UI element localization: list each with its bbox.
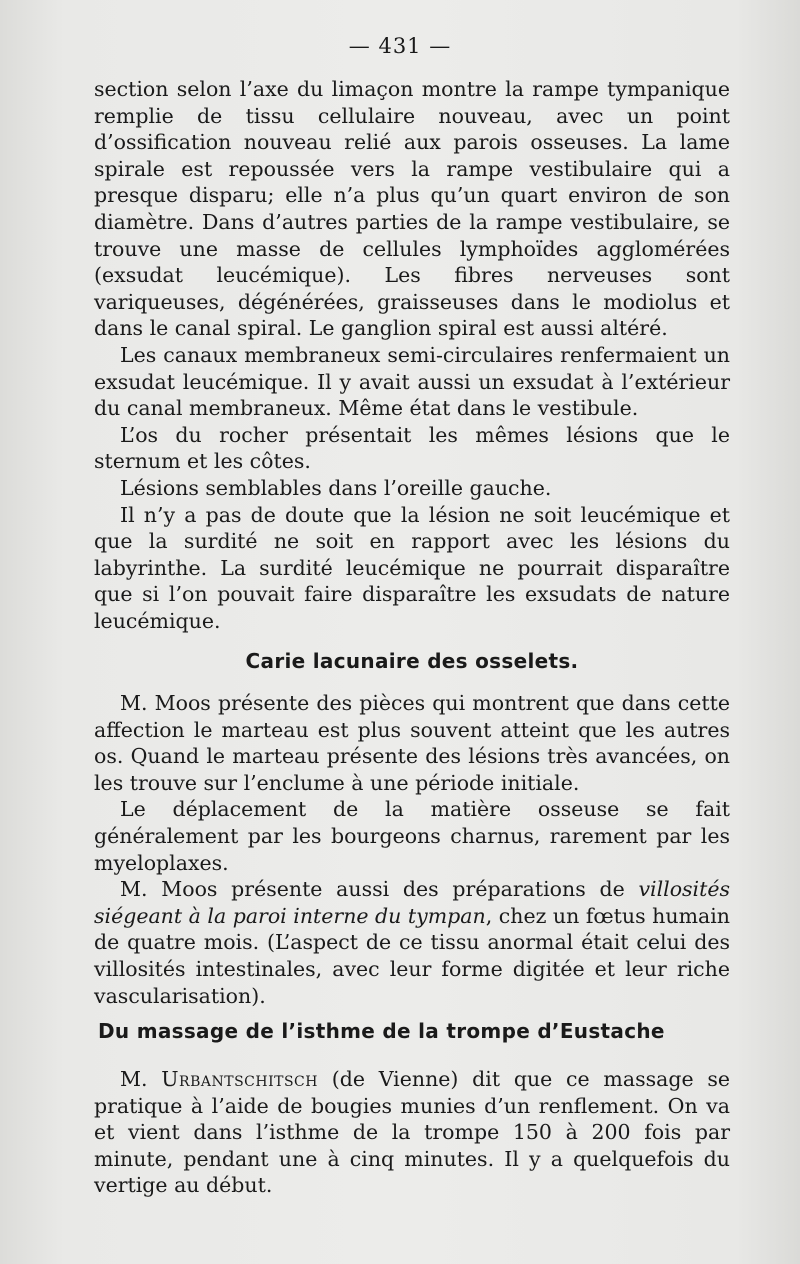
paragraph: L’os du rocher présentait les mêmes lésions que le sternum et les côtes.	[94, 422, 730, 474]
paragraph: Lésions semblables dans l’oreille gauche.	[120, 475, 552, 500]
text-run: M. Moos présente aussi des préparations de	[120, 877, 639, 902]
italic-term: villosités siégeant à la paroi interne du tympan	[94, 877, 730, 928]
text-run: (de Vienne) dit que ce massage se pratique à l’aide de bougies munies d’un renflement. On va et vient dans l’isthme de la trompe 150 à 200 fois par minute, pendant une à cinq minutes. Il y a quelquefois du vertige au début.	[94, 1067, 730, 1198]
page-number: — 431 —	[348, 34, 452, 58]
paragraph: M. Moos présente des pièces qui montrent que dans cette affection le marteau est plus souvent atteint que les autres os. Quand le marteau présente des lésions très avancées, on les trouve sur l’enclume à une période initiale.	[94, 691, 730, 795]
author-name: Urbantschitsch	[161, 1067, 318, 1091]
section-heading-massage: Du massage de l’isthme de la trompe d’Eustache	[98, 1019, 665, 1043]
paragraph	[94, 876, 730, 1009]
massage-text	[94, 1066, 730, 1199]
text-run: M.	[120, 1067, 162, 1091]
paragraph: Les canaux membraneux semi-circulaires renfermaient un exsudat leucémique. Il y avait aussi un exsudat à l’extérieur du canal membraneux. Même état dans le vestibule.	[94, 342, 730, 421]
paragraph: Le déplacement de la matière osseuse se fait généralement par les bourgeons charnus, rarement par les myeloplaxes.	[94, 797, 730, 875]
paragraph: section selon l’axe du limaçon montre la rampe tympanique remplie de tissu cellulaire nouveau, avec un point d’ossification nouveau relié aux parois osseuses. La lame spirale est repoussée vers la rampe vestibulaire qui a presque disparu; elle n’a plus qu’un quart environ de son diamètre. Dans d’autres parties de la rampe vestibulaire, se trouve une masse de cellules lymphoïdes agglomérées (exsudat leucémique). Les fibres nerveuses sont variqueuses, dégénérées, graisseuses dans le modiolus et dans le canal spiral. Le ganglion spiral est aussi altéré.	[94, 77, 730, 341]
text-run: , chez un fœtus humain de quatre mois. (L’aspect de ce tissu anormal était celui des villosités intestinales, avec leur forme digitée et leur riche vascularisation).	[94, 903, 730, 1008]
paragraph	[94, 1066, 730, 1199]
paragraph: Il n’y a pas de doute que la lésion ne soit leucémique et que la surdité ne soit en rapport avec les lésions du labyrinthe. La surdité leucémique ne pourrait disparaître que si l’on pouvait faire disparaître les exsudats de nature leucémique.	[94, 502, 730, 633]
leukemic-deafness-text	[94, 76, 730, 634]
section-heading-carie: Carie lacunaire des osselets.	[245, 649, 579, 673]
carie-text	[94, 690, 730, 1009]
